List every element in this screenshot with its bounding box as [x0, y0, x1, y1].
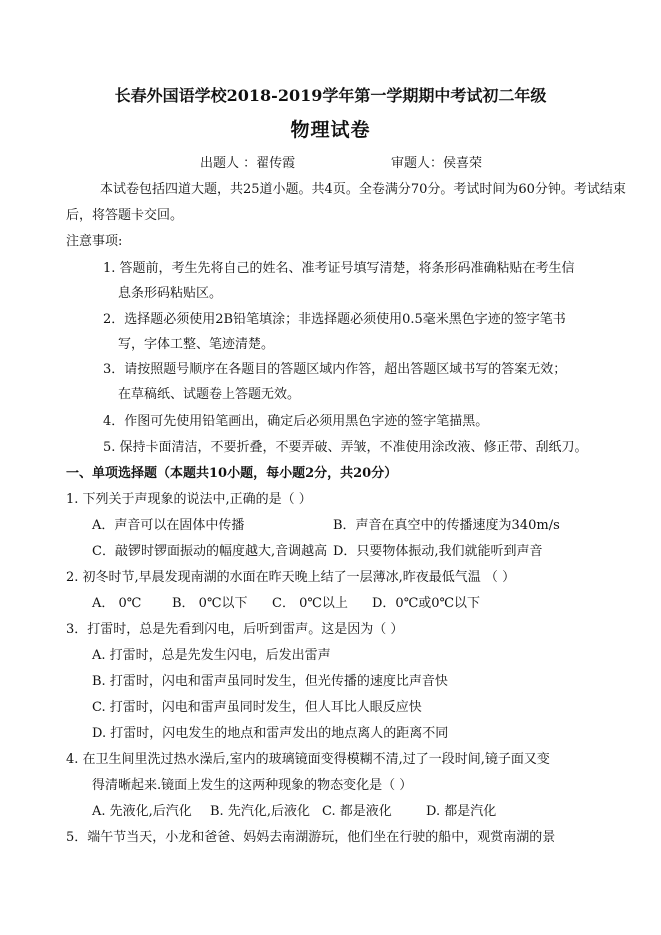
section-heading: 一、单项选择题（本题共10小题，每小题2分，共20分）: [66, 466, 398, 481]
notice-item-2: 2．选择题必须使用2B铅笔填涂；非选择题必须使用0.5毫米黑色字迹的签字笔书: [103, 312, 566, 327]
question-reviewer: 审题人：侯喜荣: [391, 156, 483, 171]
intro-line-1: 本试卷包括四道大题，共25道小题。共4页。全卷满分70分。考试时间为60分钟。考试结束: [100, 182, 626, 197]
question-3-option-b: B. 打雷时，闪电和雷声虽同时发生，但光传播的速度比声音快: [92, 674, 448, 689]
question-1-stem: 1. 下列关于声现象的说法中,正确的是（ ）: [66, 492, 312, 507]
question-1-option-a: A．声音可以在固体中传播: [92, 518, 245, 533]
question-3-option-a: A. 打雷时，总是先发生闪电，后发出雷声: [92, 648, 331, 663]
question-1-option-d: D．只要物体振动,我们就能听到声音: [333, 544, 543, 559]
notice-item-2-cont: 写，字体工整、笔迹清楚。: [118, 337, 275, 352]
question-4-stem: 4. 在卫生间里洗过热水澡后,室内的玻璃镜面变得模糊不清,过了一段时间,镜子面又变: [66, 752, 550, 767]
question-4-option-b: B. 先汽化,后液化: [210, 804, 310, 819]
question-3-stem: 3．打雷时，总是先看到闪电，后听到雷声。这是因为（ ）: [66, 622, 404, 637]
question-2-option-a: A． 0℃: [92, 596, 142, 611]
question-3-option-c: C. 打雷时，闪电和雷声虽同时发生，但人耳比人眼反应快: [92, 700, 422, 715]
question-2-option-d: D．0℃或0℃以下: [372, 596, 481, 611]
question-4-stem-cont: 得清晰起来.镜面上发生的这两种现象的物态变化是（ ）: [92, 778, 413, 793]
question-2-stem: 2. 初冬时节,早晨发现南湖的水面在昨天晚上结了一层薄冰,昨夜最低气温 （ ）: [66, 570, 516, 585]
notice-heading: 注意事项:: [66, 234, 123, 249]
intro-line-2: 后，将答题卡交回。: [66, 208, 184, 223]
notice-item-3-cont: 在草稿纸、试题卷上答题无效。: [118, 387, 301, 402]
question-2-option-b: B． 0℃以下: [172, 596, 248, 611]
question-1-option-c: C．敲锣时锣面振动的幅度越大,音调越高: [92, 544, 328, 559]
notice-item-4: 4．作图可先使用铅笔画出，确定后必须用黑色字迹的签字笔描黑。: [103, 414, 489, 429]
question-setter: 出题人 ：翟传霞: [200, 156, 296, 171]
exam-title: 长春外国语学校2018-2019学年第一学期期中考试初二年级: [114, 86, 547, 105]
question-1-option-b: B．声音在真空中的传播速度为340m/s: [333, 518, 560, 533]
question-3-option-d: D. 打雷时，闪电发生的地点和雷声发出的地点离人的距离不同: [92, 726, 449, 741]
question-4-option-d: D. 都是汽化: [426, 804, 497, 819]
subject-title: 物理试卷: [290, 119, 371, 141]
question-4-option-a: A. 先液化,后汽化: [92, 804, 192, 819]
notice-item-1-cont: 息条形码粘贴区。: [118, 286, 223, 301]
notice-item-5: 5. 保持卡面清洁，不要折叠，不要弄破、弄皱，不准使用涂改液、修正带、刮纸刀。: [103, 440, 588, 455]
question-2-option-c: C． 0℃以上: [272, 596, 348, 611]
notice-item-3: 3．请按照题号顺序在各题目的答题区域内作答，超出答题区域书写的答案无效；: [103, 362, 567, 377]
notice-item-1: 1. 答题前，考生先将自己的姓名、准考证号填写清楚，将条形码准确粘贴在考生信: [103, 261, 575, 276]
question-4-option-c: C. 都是液化: [322, 804, 392, 819]
question-5-stem: 5．端午节当天，小龙和爸爸、妈妈去南湖游玩，他们坐在行驶的船中，观赏南湖的景: [66, 830, 556, 845]
